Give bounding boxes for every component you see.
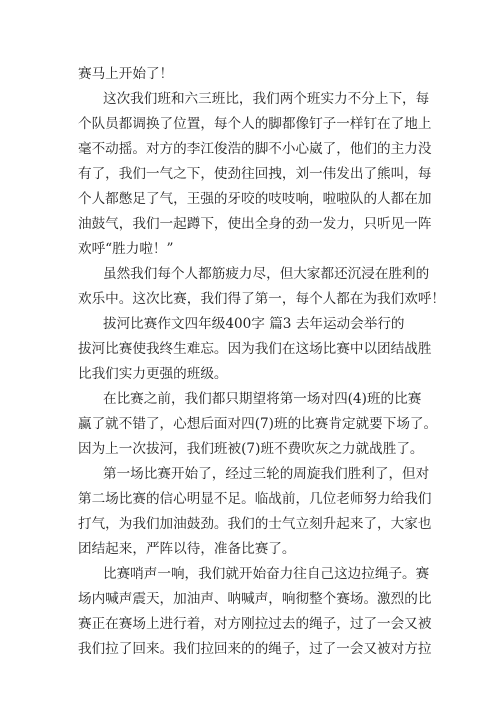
text-line: 比我们实力更强的班级。 <box>78 366 228 382</box>
text-line: 团结起来，严阵以待，准备比赛了。 <box>78 541 296 557</box>
text-line: 第二场比赛的信心明显不足。临战前，几位老师努力给我们 <box>78 491 432 507</box>
text-line: 欢乐中。这次比赛，我们得了第一，每个人都在为我们欢呼！ <box>78 291 446 307</box>
text-line: 拔河比赛使我终生难忘。因为我们在这场比赛中以团结战胜 <box>78 341 432 357</box>
text-line: 在比赛之前，我们都只期望将第一场对四(4)班的比赛 <box>103 391 422 407</box>
text-line: 比赛哨声一响，我们就开始奋力往自己这边拉绳子。赛 <box>103 566 430 582</box>
text-line: 油鼓气，我们一起蹲下，使出全身的劲一发力，只听见一阵 <box>78 216 432 232</box>
text-line: 打气，为我们加油鼓劲。我们的士气立刻升起来了，大家也 <box>78 516 432 532</box>
text-line: 场内喊声震天，加油声、呐喊声，响彻整个赛场。激烈的比 <box>78 591 432 607</box>
text-line: 有了，我们一气之下，使劲往回拽，刘一伟发出了熊叫，每 <box>78 166 432 182</box>
text-line: 赢了就不错了，心想后面对四(7)班的比赛肯定就要下场了。 <box>78 416 438 432</box>
text-line: 个人都憋足了气，王强的牙咬的吱吱响，啦啦队的人都在加 <box>78 191 432 207</box>
text-line: 因为上一次拔河，我们班被(7)班不费吹灰之力就战胜了。 <box>78 441 424 457</box>
text-line: 欢呼“胜力啦！” <box>78 241 174 257</box>
section-heading-line: 拔河比赛作文四年级400字 篇3 去年运动会举行的 <box>103 316 405 332</box>
text-line: 我们拉了回来。我们拉回来的的绳子，过了一会又被对方拉 <box>78 641 432 657</box>
text-line: 毫不动摇。对方的李江俊浩的脚不小心崴了，他们的主力没 <box>78 141 432 157</box>
text-line: 这次我们班和六三班比，我们两个班实力不分上下，每 <box>103 91 430 107</box>
text-line: 个队员都调换了位置，每个人的脚都像钉子一样钉在了地上 <box>78 116 432 132</box>
text-line: 赛正在赛场上进行着，对方刚拉过去的绳子，过了一会又被 <box>78 616 432 632</box>
text-line: 赛马上开始了！ <box>78 66 174 82</box>
text-line: 虽然我们每个人都筋疲力尽，但大家都还沉浸在胜利的 <box>103 266 430 282</box>
text-line: 第一场比赛开始了，经过三轮的周旋我们胜利了，但对 <box>103 466 430 482</box>
